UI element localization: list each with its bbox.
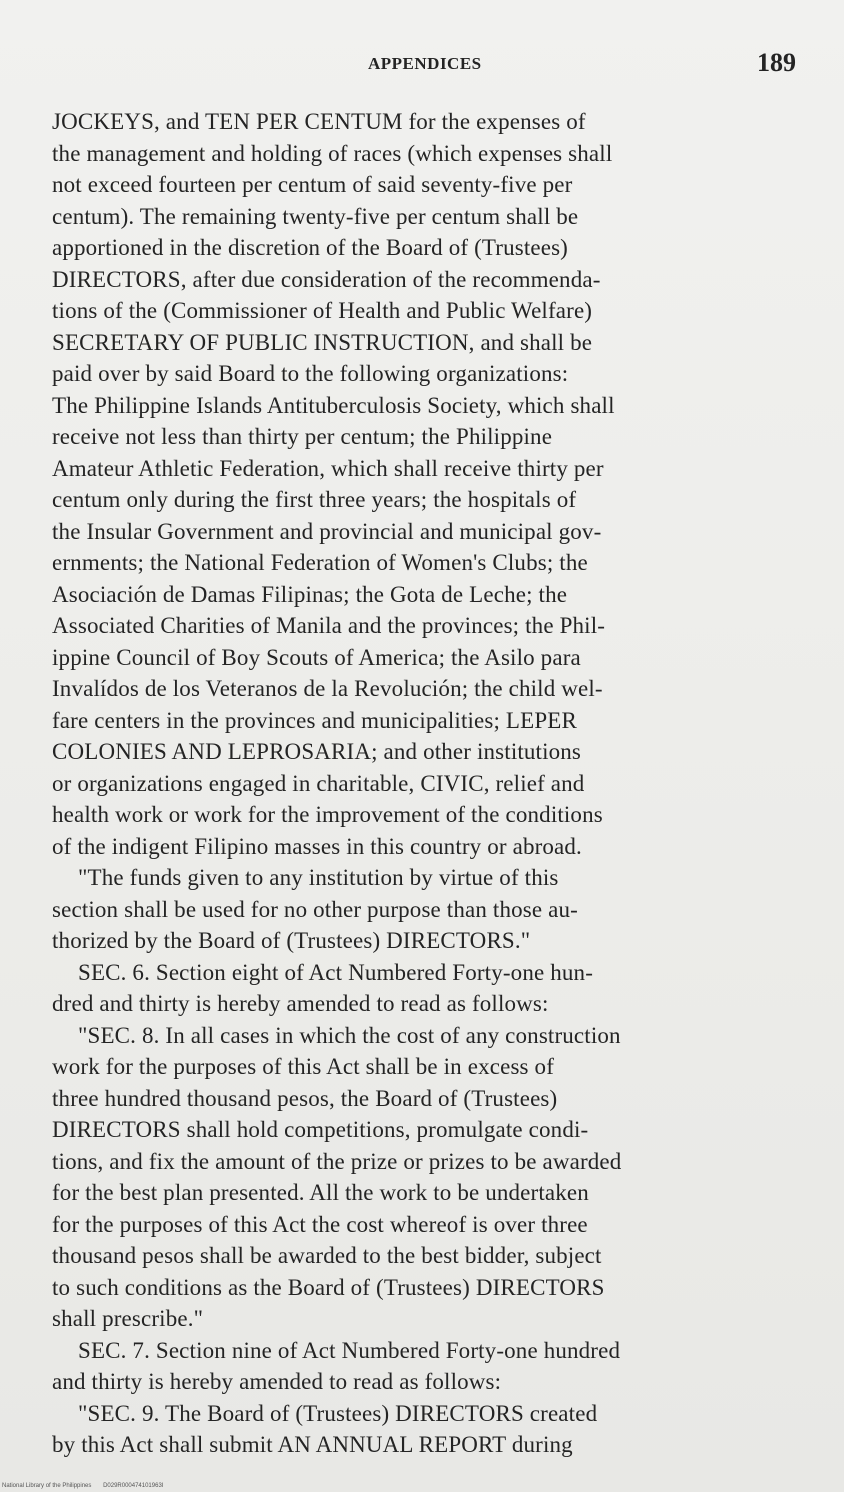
text-line: health work or work for the improvement of the conditions (52, 802, 603, 827)
text-line: dred and thirty is hereby amended to read as follows: (52, 991, 549, 1016)
text-line: section shall be used for no other purpose than those au- (52, 896, 578, 922)
text-line: centum). The remaining twenty-five per centum shall be (52, 203, 579, 229)
text-line: for the best plan presented. All the work to be undertaken (52, 1180, 589, 1205)
text-line: thorized by the Board of (Trustees) DIRECTORS." (52, 928, 531, 953)
text-line: not exceed fourteen per centum of said seventy-five per (52, 172, 573, 197)
running-head (0, 48, 844, 82)
text-line: DIRECTORS, after due consideration of the recommenda- (52, 266, 601, 292)
section-9-quote-line: "SEC. 9. The Board of (Trustees) DIRECTORS created (78, 1400, 598, 1426)
section-8-quote-line: "SEC. 8. In all cases in which the cost of any construction (78, 1022, 621, 1048)
text-line: work for the purposes of this Act shall be in excess of (52, 1054, 555, 1079)
body-text (52, 106, 812, 1461)
text-line: paid over by said Board to the following organizations: (52, 361, 569, 386)
scan-footer (2, 1483, 163, 1489)
library-credit: National Library of the Philippines (2, 1483, 92, 1489)
text-line: DIRECTORS shall hold competitions, promulgate condi- (52, 1117, 589, 1142)
running-title: APPENDICES (368, 54, 482, 73)
text-line: SECRETARY OF PUBLIC INSTRUCTION, and shall be (52, 329, 593, 355)
page-number: 189 (757, 48, 796, 77)
section-6-heading-line: SEC. 6. Section eight of Act Numbered Forty-one hun- (78, 959, 594, 985)
text-line: centum only during the first three years; the hospitals of (52, 487, 577, 512)
text-line: ippine Council of Boy Scouts of America; the Asilo para (52, 644, 581, 670)
text-line: and thirty is hereby amended to read as follows: (52, 1369, 502, 1394)
text-line: JOCKEYS, and TEN PER CENTUM for the expenses of (52, 109, 586, 134)
text-line: by this Act shall submit AN ANNUAL REPORT during (52, 1432, 573, 1457)
text-line: for the purposes of this Act the cost whereof is over three (52, 1211, 588, 1237)
text-line: the management and holding of races (which expenses shall (52, 140, 613, 166)
text-line: fare centers in the provinces and municipalities; LEPER (52, 707, 577, 733)
text-line: COLONIES AND LEPROSARIA; and other institutions (52, 739, 582, 764)
text-line: tions of the (Commissioner of Health and Public Welfare) (52, 298, 593, 323)
text-line: Asociación de Damas Filipinas; the Gota de Leche; the (52, 581, 568, 607)
text-line: The Philippine Islands Antituberculosis Society, which shall (52, 392, 615, 418)
text-line: Associated Charities of Manila and the provinces; the Phil- (52, 613, 606, 638)
text-line: thousand pesos shall be awarded to the best bidder, subject (52, 1243, 602, 1268)
text-line: the Insular Government and provincial and municipal gov- (52, 518, 602, 544)
text-line: three hundred thousand pesos, the Board of (Trustees) (52, 1085, 558, 1111)
text-line: ernments; the National Federation of Women's Clubs; the (52, 550, 588, 575)
text-line: to such conditions as the Board of (Trustees) DIRECTORS (52, 1274, 605, 1300)
text-line: or organizations engaged in charitable, CIVIC, relief and (52, 770, 585, 796)
text-line: apportioned in the discretion of the Board of (Trustees) (52, 235, 568, 260)
record-id: D029R000474101963I (103, 1483, 164, 1489)
text-line: tions, and fix the amount of the prize or prizes to be awarded (52, 1148, 622, 1174)
text-line: Amateur Athletic Federation, which shall receive thirty per (52, 455, 604, 481)
text-line: shall prescribe." (52, 1306, 204, 1331)
paragraph-start-line: "The funds given to any institution by virtue of this (78, 865, 559, 890)
text-line: of the indigent Filipino masses in this country or abroad. (52, 833, 582, 859)
text-line: Invalídos de los Veteranos de la Revolución; the child wel- (52, 676, 603, 701)
section-7-heading-line: SEC. 7. Section nine of Act Numbered Forty-one hundred (78, 1337, 621, 1363)
text-line: receive not less than thirty per centum; the Philippine (52, 424, 553, 449)
